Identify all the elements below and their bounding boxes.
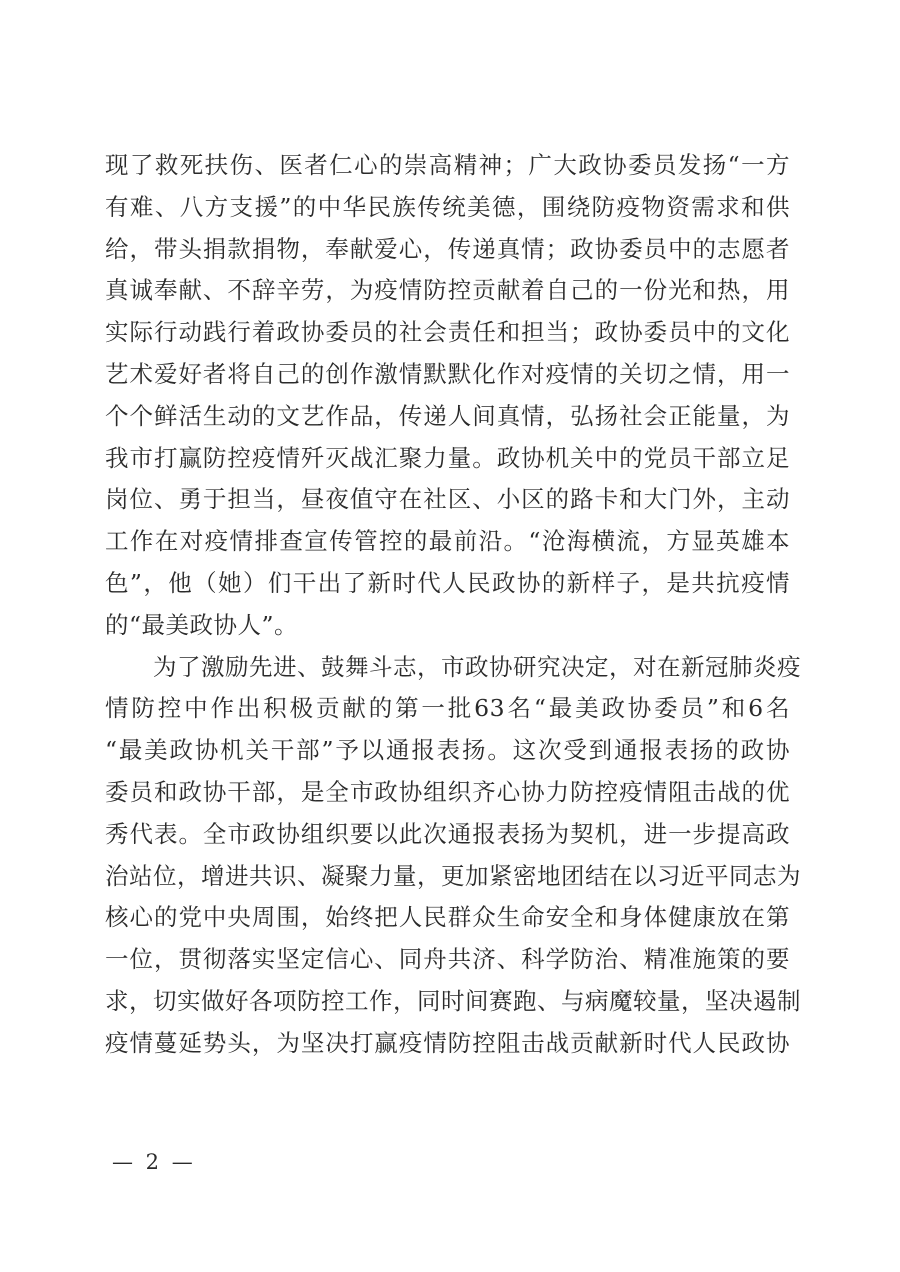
text-line: 工作在对疫情排查宣传管控的最前沿。“沧海横流，方显英雄本 (105, 527, 790, 556)
text-line: 艺术爱好者将自己的创作激情默默化作对疫情的关切之情，用一 (105, 359, 790, 388)
text-line: 有难、八方支援”的中华民族传统美德，围绕防疫物资需求和供 (105, 192, 790, 221)
text-line: 治站位，增进共识、凝聚力量，更加紧密地团结在以习近平同志为 (105, 861, 801, 890)
text-line: 委员和政协干部，是全市政协组织齐心协力防控疫情阻击战的优 (105, 777, 790, 806)
text-line: 给，带头捐款捐物，奉献爱心，传递真情；政协委员中的志愿者 (105, 234, 790, 263)
page-number: — 2 — (112, 1150, 196, 1174)
text-line: 真诚奉献、不辞辛劳，为疫情防控贡献着自己的一份光和热，用 (105, 276, 790, 305)
paragraph-2 (105, 647, 801, 1065)
text-line: 秀代表。全市政协组织要以此次通报表扬为契机，进一步提高政 (105, 819, 790, 848)
body-text (105, 145, 801, 1065)
text-line: 为了激励先进、鼓舞斗志，市政协研究决定，对在新冠肺炎疫 (105, 652, 801, 681)
paragraph-1 (105, 145, 790, 647)
text-line: 个个鲜活生动的文艺作品，传递人间真情，弘扬社会正能量，为 (105, 401, 790, 430)
text-line: 色”，他（她）们干出了新时代人民政协的新样子，是共抗疫情 (105, 568, 790, 597)
text-line: 我市打赢防控疫情歼灭战汇聚力量。政协机关中的党员干部立足 (105, 443, 790, 472)
text-line: 现了救死扶伤、医者仁心的崇高精神；广大政协委员发扬“一方 (105, 151, 790, 179)
text-line: 实际行动践行着政协委员的社会责任和担当；政协委员中的文化 (105, 318, 790, 347)
text-line: 岗位、勇于担当，昼夜值守在社区、小区的路卡和大门外，主动 (105, 485, 790, 514)
text-line: 疫情蔓延势头，为坚决打赢疫情防控阻击战贡献新时代人民政协 (105, 1028, 790, 1057)
text-line: 一位，贯彻落实坚定信心、同舟共济、科学防治、精准施策的要 (105, 945, 790, 974)
text-line: 的“最美政协人”。 (105, 610, 299, 639)
text-line: “最美政协机关干部”予以通报表扬。这次受到通报表扬的政协 (105, 736, 790, 765)
text-line: 求，切实做好各项防控工作，同时间赛跑、与病魔较量，坚决遏制 (105, 986, 801, 1015)
text-line: 核心的党中央周围，始终把人民群众生命安全和身体健康放在第 (105, 903, 790, 932)
text-line: 情防控中作出积极贡献的第一批63名“最美政协委员”和6名 (105, 694, 790, 723)
